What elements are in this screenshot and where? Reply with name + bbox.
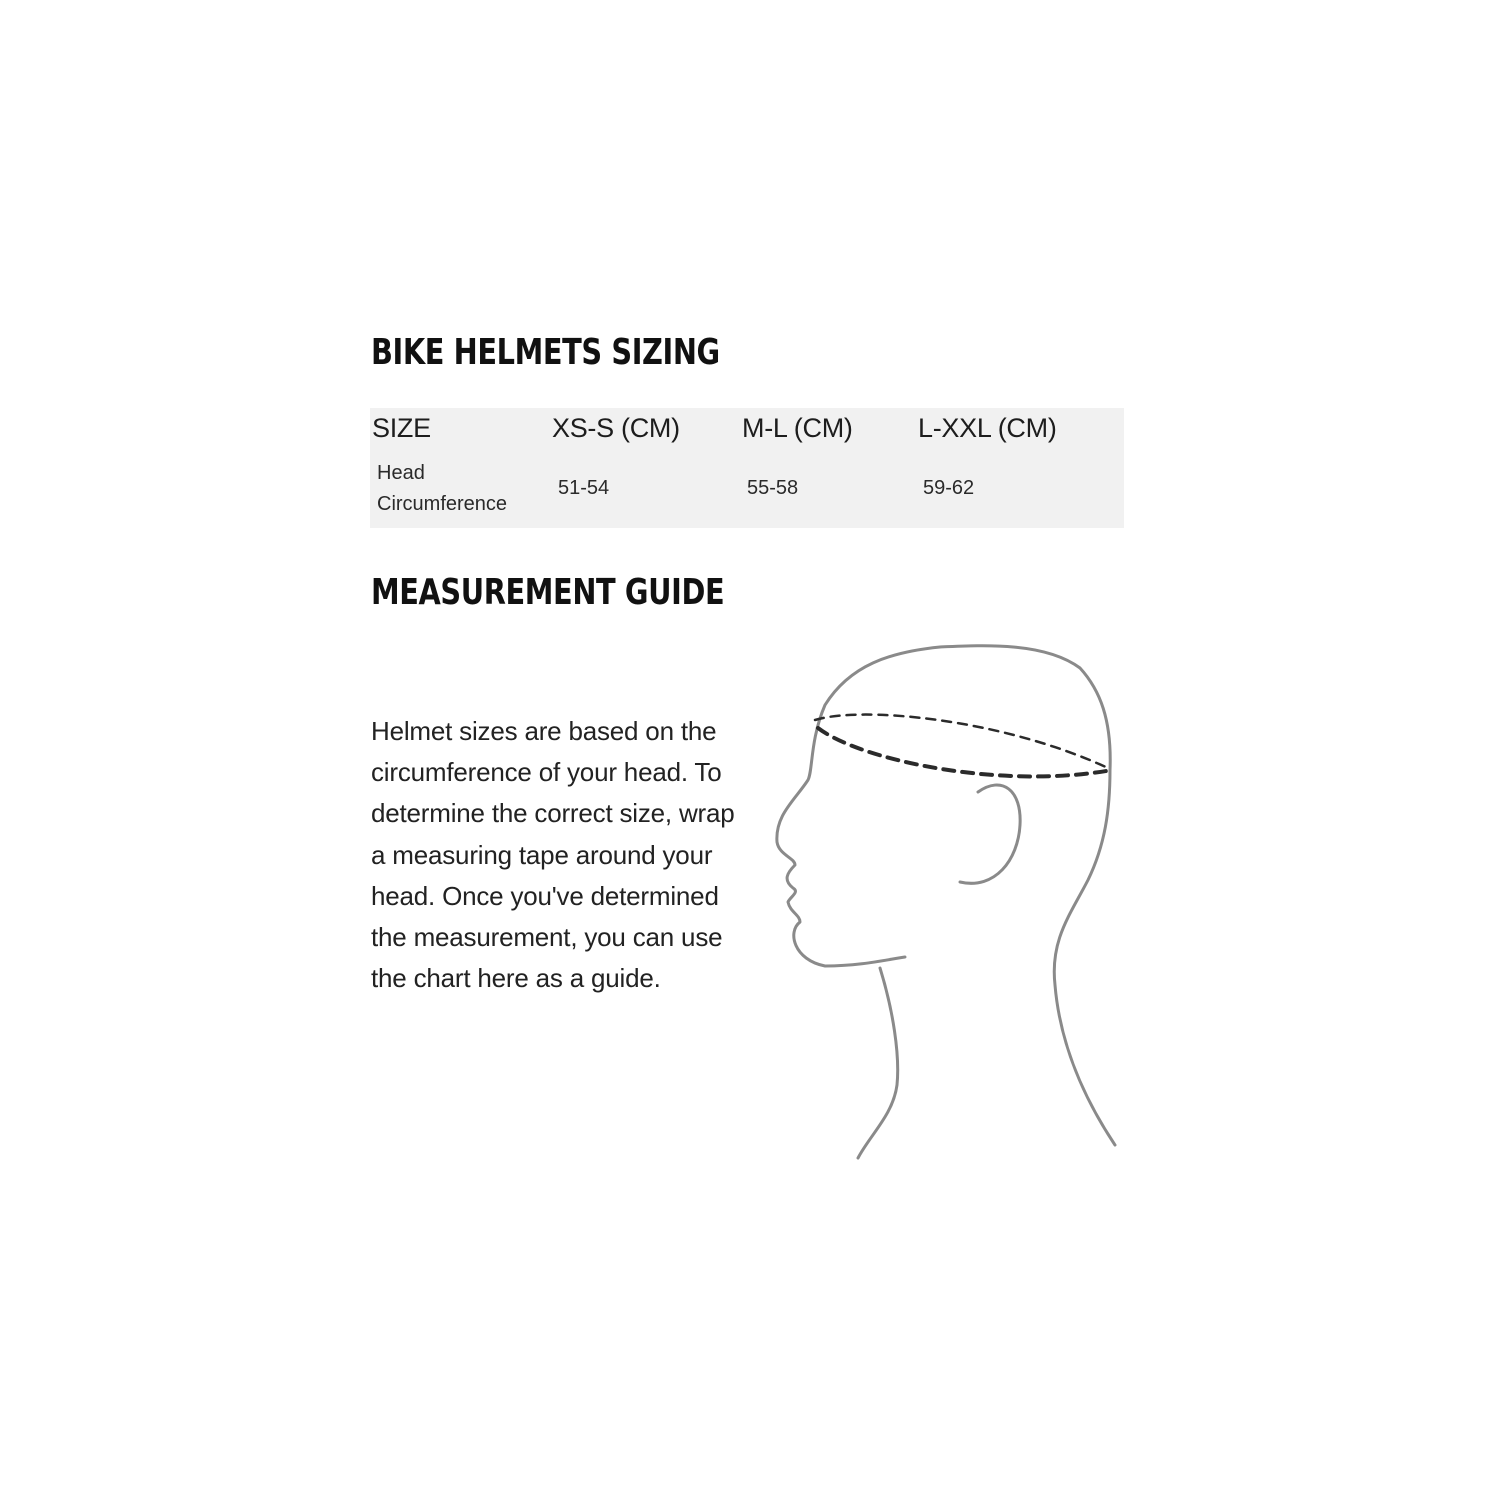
table-header-size: SIZE <box>372 413 431 443</box>
guide-paragraph: Helmet sizes are based on the circumference of your head. To determine the correct size, wrap a measuring tape around your head. Once you've determined the measurement, you can use the chart here as a guide. <box>371 716 735 994</box>
guide-title: MEASUREMENT GUIDE <box>371 572 725 613</box>
table-header-l-xxl: L-XXL (CM) <box>918 413 1057 443</box>
neck-outline <box>858 968 898 1158</box>
table-value-xs-s: 51-54 <box>558 477 610 499</box>
table-value-l-xxl: 59-62 <box>923 477 975 499</box>
table-header-m-l: M-L (CM) <box>742 413 853 443</box>
head-measurement-illustration <box>760 630 1130 1170</box>
table-header-xs-s: XS-S (CM) <box>552 413 680 443</box>
table-value-m-l: 55-58 <box>747 477 799 499</box>
sizing-table <box>370 408 1124 528</box>
table-row-label: Head Circumference <box>377 462 508 515</box>
tape-back-line <box>815 715 1108 768</box>
ear-outline <box>960 785 1020 883</box>
sizing-title: BIKE HELMETS SIZING <box>371 332 720 373</box>
